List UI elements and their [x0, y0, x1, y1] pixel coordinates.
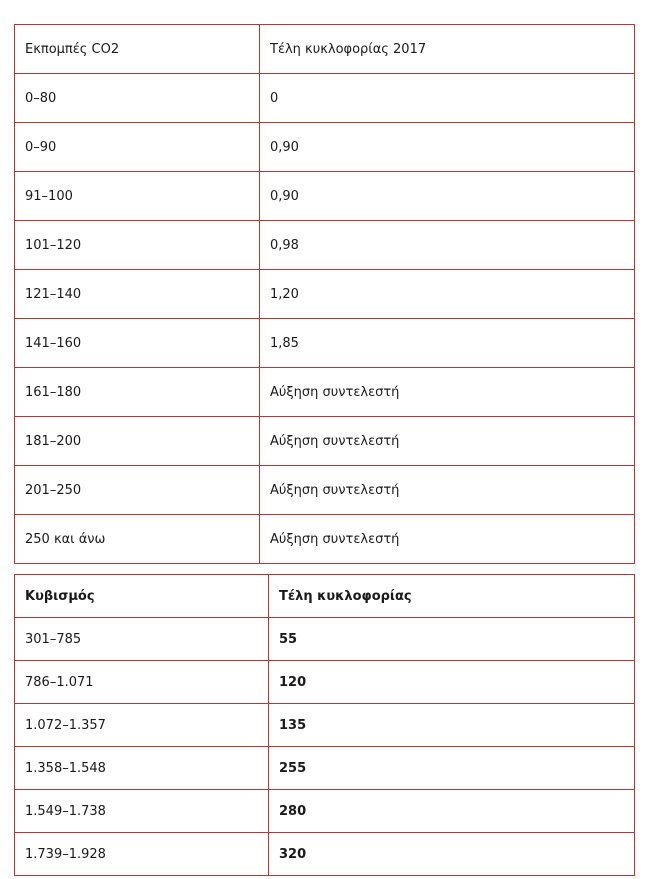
fee-value-cell: 1,85: [260, 319, 635, 368]
header-cell-fees: Τέλη κυκλοφορίας: [269, 575, 635, 618]
emissions-range-cell: 0–80: [15, 74, 260, 123]
table-row: [15, 661, 635, 704]
emissions-range-cell: 0–90: [15, 123, 260, 172]
table-row: [15, 618, 635, 661]
fee-value-cell: 0,98: [260, 221, 635, 270]
emissions-range-cell: 201–250: [15, 466, 260, 515]
table-row: [15, 417, 635, 466]
engine-capacity-table: [14, 574, 635, 876]
fee-value-cell: Αύξηση συντελεστή: [260, 515, 635, 564]
fee-value-cell: 0,90: [260, 123, 635, 172]
table-row: [15, 790, 635, 833]
emissions-range-cell: 141–160: [15, 319, 260, 368]
table-header-row: [15, 575, 635, 618]
fee-value-cell: Αύξηση συντελεστή: [260, 417, 635, 466]
co2-emissions-table: [14, 24, 635, 564]
fee-amount-cell: 280: [269, 790, 635, 833]
fee-amount-cell: 120: [269, 661, 635, 704]
header-cell-fees-2017: Τέλη κυκλοφορίας 2017: [260, 25, 635, 74]
emissions-range-cell: 121–140: [15, 270, 260, 319]
header-cell-emissions: Εκπομπές CO2: [15, 25, 260, 74]
fee-amount-cell: 255: [269, 747, 635, 790]
fee-value-cell: Αύξηση συντελεστή: [260, 368, 635, 417]
fee-amount-cell: 55: [269, 618, 635, 661]
capacity-range-cell: 1.549–1.738: [15, 790, 269, 833]
capacity-range-cell: 786–1.071: [15, 661, 269, 704]
capacity-range-cell: 1.358–1.548: [15, 747, 269, 790]
table-row: [15, 74, 635, 123]
emissions-range-cell: 250 και άνω: [15, 515, 260, 564]
capacity-range-cell: 301–785: [15, 618, 269, 661]
fee-value-cell: 0: [260, 74, 635, 123]
table-row: [15, 270, 635, 319]
fee-value-cell: Αύξηση συντελεστή: [260, 466, 635, 515]
emissions-range-cell: 181–200: [15, 417, 260, 466]
table-row: [15, 466, 635, 515]
table-row: [15, 123, 635, 172]
header-cell-capacity: Κυβισμός: [15, 575, 269, 618]
fee-value-cell: 0,90: [260, 172, 635, 221]
capacity-range-cell: 1.072–1.357: [15, 704, 269, 747]
table-row: [15, 833, 635, 876]
table-row: [15, 704, 635, 747]
table-row: [15, 368, 635, 417]
fee-amount-cell: 135: [269, 704, 635, 747]
emissions-range-cell: 101–120: [15, 221, 260, 270]
fee-value-cell: 1,20: [260, 270, 635, 319]
table-row: [15, 747, 635, 790]
fee-amount-cell: 320: [269, 833, 635, 876]
emissions-range-cell: 161–180: [15, 368, 260, 417]
table-row: [15, 172, 635, 221]
capacity-range-cell: 1.739–1.928: [15, 833, 269, 876]
table-row: [15, 319, 635, 368]
table-row: [15, 515, 635, 564]
table-header-row: [15, 25, 635, 74]
emissions-range-cell: 91–100: [15, 172, 260, 221]
table-row: [15, 221, 635, 270]
